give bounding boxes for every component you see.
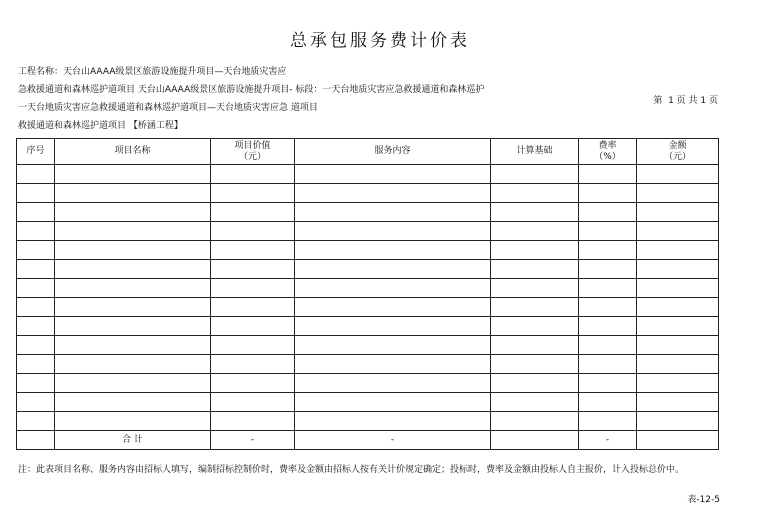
table-cell — [211, 317, 295, 336]
table-cell — [579, 412, 637, 431]
table-cell — [211, 241, 295, 260]
table-cell — [55, 317, 211, 336]
table-row — [17, 374, 719, 393]
table-cell — [295, 203, 491, 222]
table-cell — [637, 336, 719, 355]
table-cell — [17, 355, 55, 374]
table-cell — [295, 260, 491, 279]
header-item-value — [211, 139, 295, 165]
header-item-value-label: 项目价值 — [234, 140, 271, 151]
table-cell — [17, 412, 55, 431]
project-name-line-3: 一天台地质灾害应急救援通道和森林巡护道项目—天台地质灾害应急 道项目 — [18, 103, 318, 113]
table-cell — [295, 279, 491, 298]
header-rate-unit: （%） — [594, 151, 621, 162]
table-cell — [491, 355, 579, 374]
table-cell — [55, 222, 211, 241]
table-cell — [491, 374, 579, 393]
table-cell — [295, 393, 491, 412]
service-fee-table — [16, 138, 719, 450]
project-name-line-4: 救援通道和森林巡护道项目 【桥涵工程】 — [18, 121, 183, 131]
total-row — [17, 431, 719, 450]
table-cell — [579, 317, 637, 336]
table-cell — [17, 374, 55, 393]
table-cell — [637, 241, 719, 260]
table-row — [17, 393, 719, 412]
table-cell — [579, 241, 637, 260]
table-cell — [55, 412, 211, 431]
table-cell — [295, 374, 491, 393]
table-cell — [17, 298, 55, 317]
table-cell — [491, 241, 579, 260]
table-cell — [17, 241, 55, 260]
table-row — [17, 355, 719, 374]
table-cell — [637, 412, 719, 431]
table-cell — [491, 260, 579, 279]
table-cell — [17, 393, 55, 412]
page-title: 总承包服务费计价表 — [290, 31, 470, 51]
table-cell — [491, 203, 579, 222]
table-cell — [55, 184, 211, 203]
table-cell — [55, 374, 211, 393]
table-cell — [491, 165, 579, 184]
table-cell — [211, 165, 295, 184]
table-cell — [637, 374, 719, 393]
table-cell — [579, 279, 637, 298]
table-row — [17, 279, 719, 298]
table-cell — [17, 222, 55, 241]
table-cell — [17, 203, 55, 222]
table-cell — [211, 222, 295, 241]
table-row — [17, 165, 719, 184]
table-row — [17, 203, 719, 222]
table-cell — [637, 355, 719, 374]
table-cell — [55, 279, 211, 298]
table-cell — [637, 165, 719, 184]
table-row — [17, 222, 719, 241]
table-cell — [579, 203, 637, 222]
table-cell — [491, 412, 579, 431]
table-cell — [637, 279, 719, 298]
total-label: 合 计 — [55, 431, 211, 450]
table-cell — [637, 317, 719, 336]
table-cell — [491, 317, 579, 336]
header-rate-label: 费率 — [598, 140, 617, 151]
header-amount-label: 金额 — [668, 140, 687, 151]
table-header-row — [17, 139, 719, 165]
table-cell — [295, 412, 491, 431]
table-cell — [579, 374, 637, 393]
table-cell — [295, 222, 491, 241]
table-cell — [579, 393, 637, 412]
footnote: 注：此表项目名称、服务内容由招标人填写，编制招标控制价时，费率及金额由招标人按有关计价规定确定；投标时，费率及金额由投标人自主报价，计入投标总价中。 — [18, 465, 685, 475]
header-item-value-unit: （元） — [238, 151, 266, 162]
total-content: - — [295, 431, 491, 450]
table-cell — [637, 203, 719, 222]
table-cell — [637, 222, 719, 241]
table-cell — [579, 165, 637, 184]
table-cell — [211, 374, 295, 393]
table-cell — [211, 412, 295, 431]
table-cell — [579, 184, 637, 203]
table-cell — [17, 260, 55, 279]
table-cell — [211, 355, 295, 374]
form-code: 表-12-5 — [687, 495, 720, 505]
total-value: - — [211, 431, 295, 450]
page-number: 第 1 页 共 1 页 — [653, 96, 718, 106]
table-cell — [491, 298, 579, 317]
header-calc-basis: 计算基础 — [491, 139, 579, 165]
table-cell — [17, 317, 55, 336]
table-cell — [637, 298, 719, 317]
table-cell — [295, 336, 491, 355]
table-row — [17, 336, 719, 355]
table-cell — [55, 355, 211, 374]
table-cell — [211, 184, 295, 203]
table-cell — [295, 298, 491, 317]
table-row — [17, 298, 719, 317]
table-cell — [17, 336, 55, 355]
table-cell — [55, 298, 211, 317]
total-rate: - — [579, 431, 637, 450]
table-cell — [295, 241, 491, 260]
header-rate — [579, 139, 637, 165]
table-row — [17, 241, 719, 260]
table-cell — [637, 184, 719, 203]
total-basis-cell — [491, 431, 579, 450]
table-cell — [491, 222, 579, 241]
table-cell — [211, 298, 295, 317]
table-cell — [211, 203, 295, 222]
table-cell — [211, 279, 295, 298]
table-row — [17, 260, 719, 279]
table-cell — [55, 165, 211, 184]
total-seq-cell — [17, 431, 55, 450]
table-cell — [17, 165, 55, 184]
table-cell — [17, 184, 55, 203]
table-cell — [491, 279, 579, 298]
project-name-line-1: 工程名称：天台山AAAA级景区旅游设施提升项目—天台地质灾害应 — [18, 67, 287, 77]
table-cell — [579, 222, 637, 241]
table-body — [17, 165, 719, 450]
table-row — [17, 412, 719, 431]
header-amount — [637, 139, 719, 165]
table-cell — [295, 355, 491, 374]
table-row — [17, 317, 719, 336]
table-cell — [55, 241, 211, 260]
table-cell — [295, 165, 491, 184]
table-cell — [211, 336, 295, 355]
table-cell — [211, 260, 295, 279]
table-cell — [579, 260, 637, 279]
header-seq: 序号 — [17, 139, 55, 165]
table-cell — [295, 317, 491, 336]
header-item-name: 项目名称 — [55, 139, 211, 165]
table-cell — [491, 393, 579, 412]
header-service-content: 服务内容 — [295, 139, 491, 165]
table-cell — [295, 184, 491, 203]
project-name-line-2: 急救援通道和森林巡护道项目 天台山AAAA级景区旅游设施提升项目- 标段：一天台地质灾害应急救援通道和森林巡护 — [18, 85, 485, 95]
table-cell — [55, 203, 211, 222]
table-cell — [55, 393, 211, 412]
table-cell — [491, 336, 579, 355]
header-amount-unit: （元） — [663, 151, 691, 162]
table-cell — [579, 336, 637, 355]
table-cell — [55, 336, 211, 355]
table-cell — [211, 393, 295, 412]
table-row — [17, 184, 719, 203]
table-cell — [17, 279, 55, 298]
table-cell — [637, 260, 719, 279]
table-cell — [579, 298, 637, 317]
table-cell — [579, 355, 637, 374]
total-amount-cell — [637, 431, 719, 450]
table-cell — [491, 184, 579, 203]
table-cell — [55, 260, 211, 279]
table-cell — [637, 393, 719, 412]
